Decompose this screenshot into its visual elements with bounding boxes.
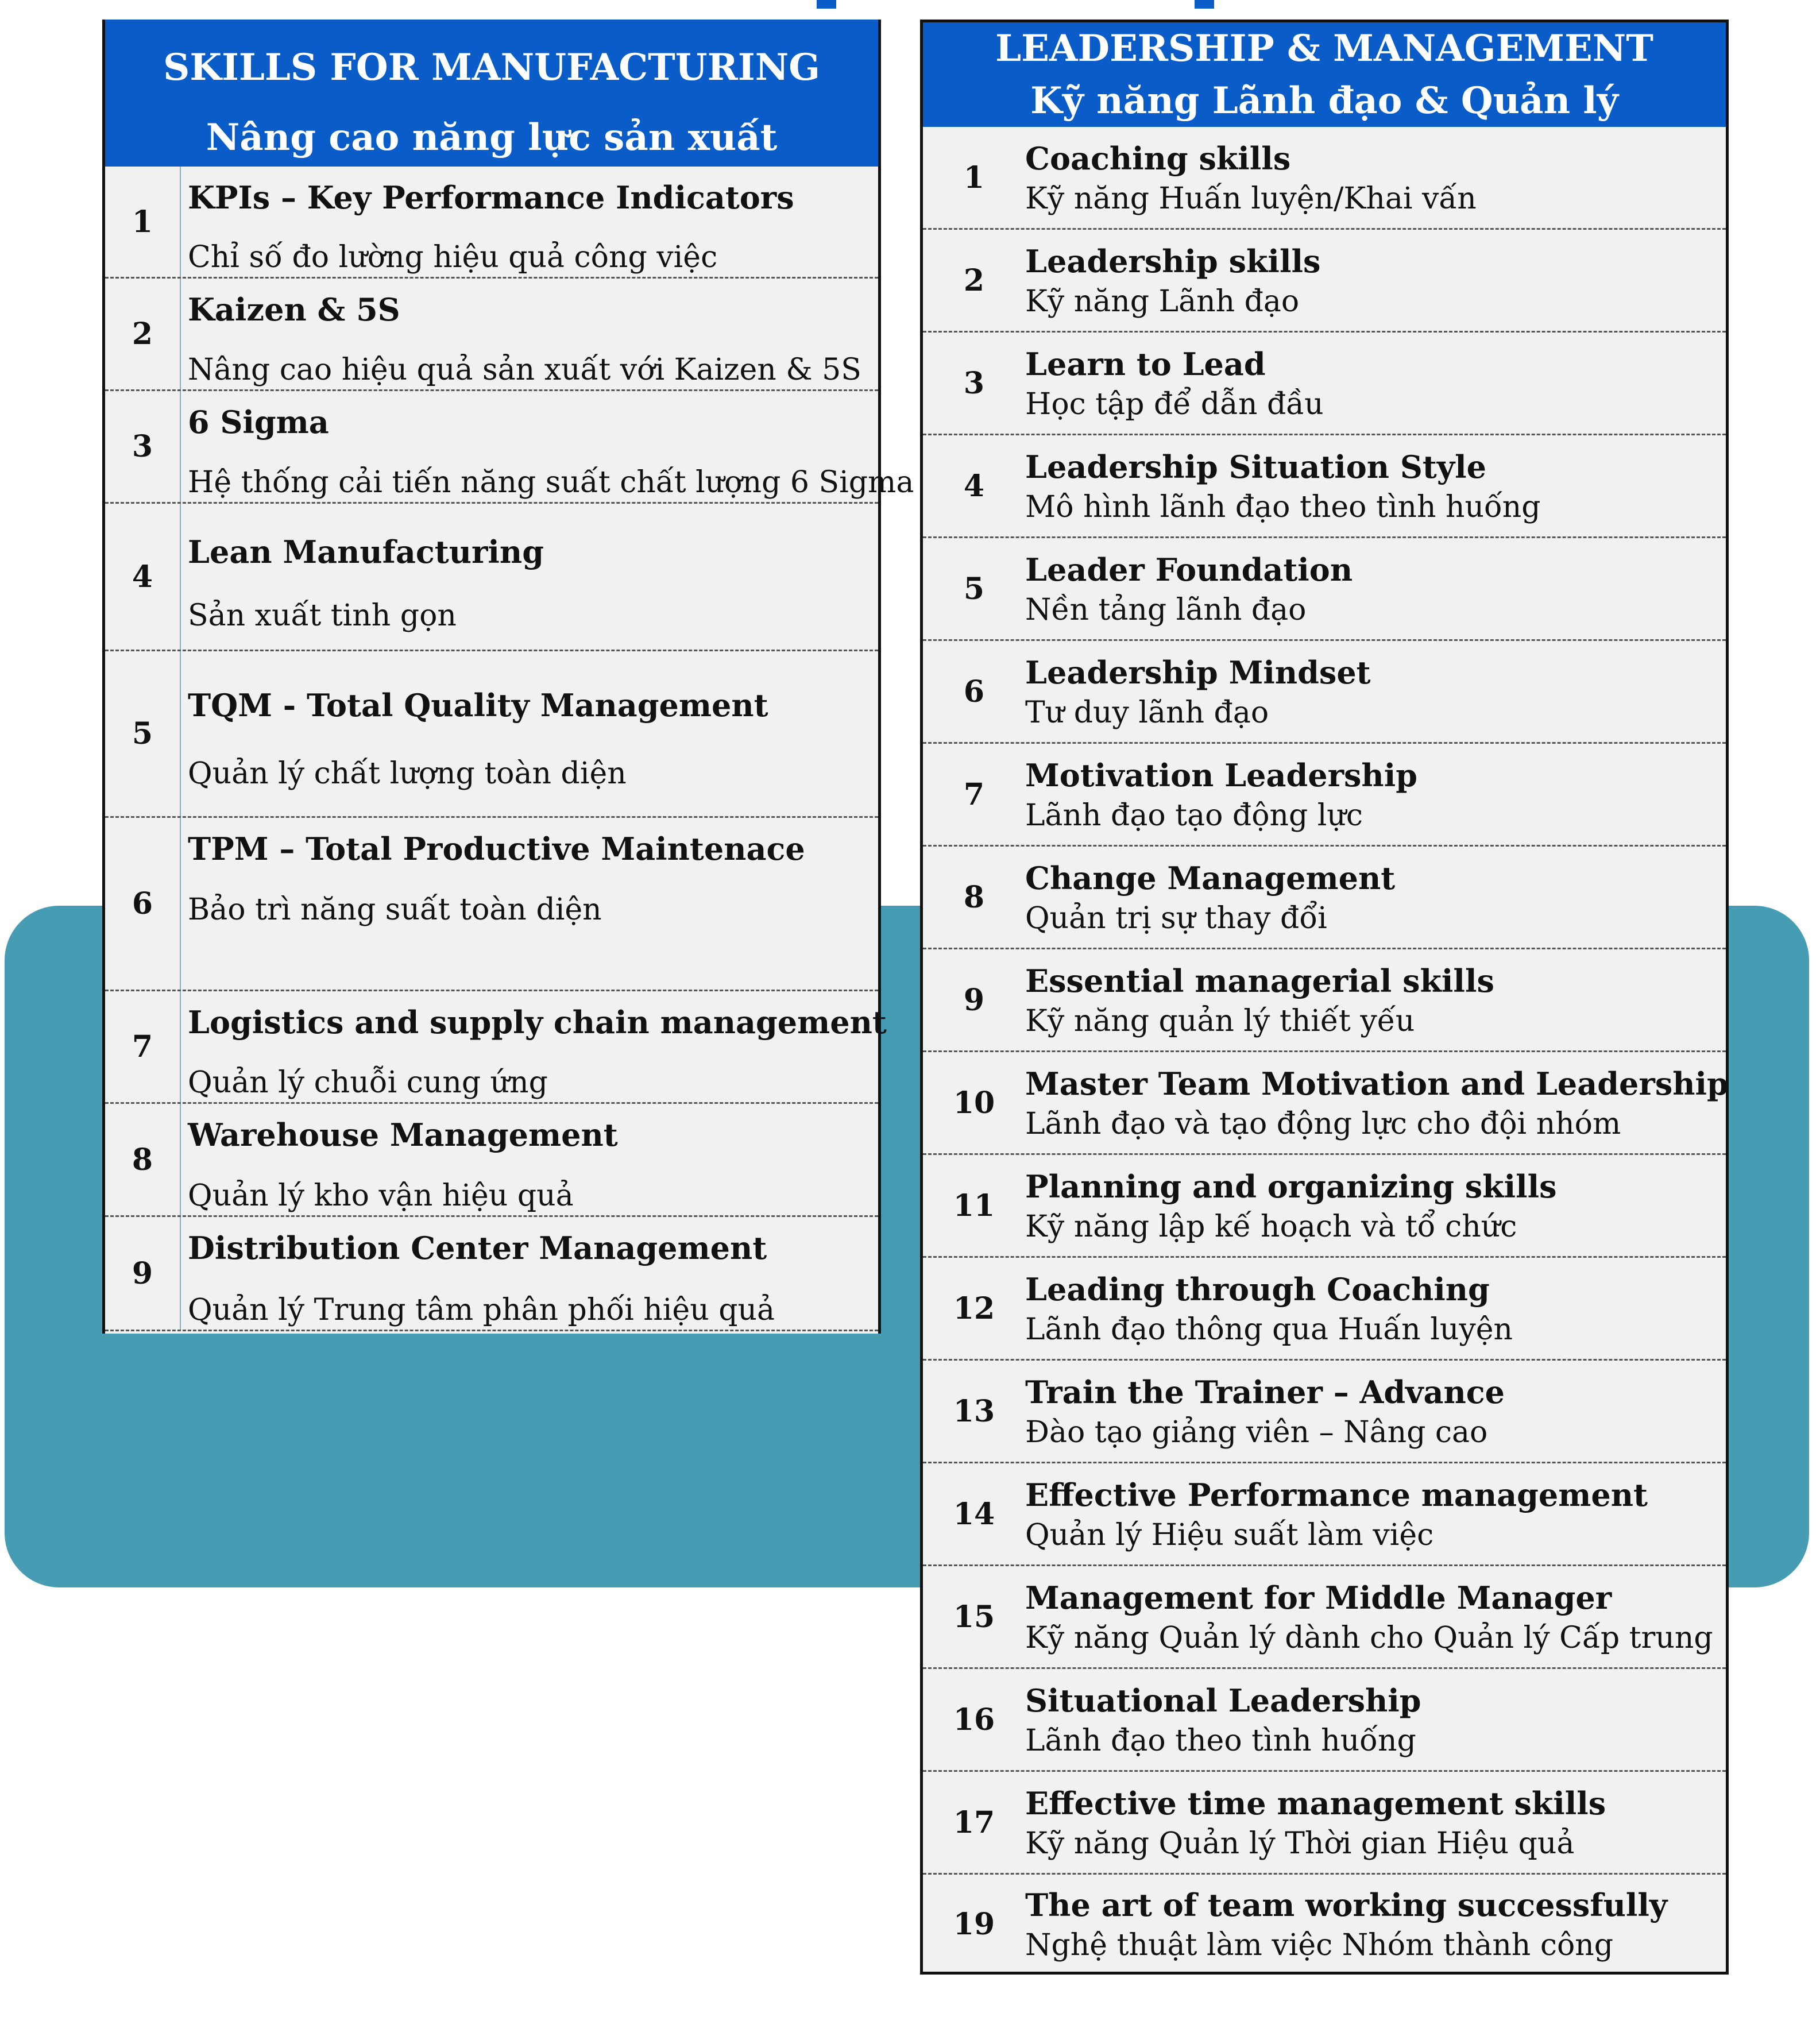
item-title-en: Leadership Situation Style (1025, 449, 1487, 485)
list-item (923, 1155, 1726, 1258)
item-number: 8 (963, 879, 985, 915)
item-number: 10 (953, 1085, 995, 1121)
leadership-header (923, 22, 1726, 127)
list-item (923, 435, 1726, 538)
item-title-vi: Nâng cao hiệu quả sản xuất với Kaizen & 5S (188, 353, 861, 387)
item-title-vi: Kỹ năng quản lý thiết yếu (1025, 1004, 1415, 1038)
item-number: 7 (963, 776, 985, 812)
item-title-vi: Quản lý chất lượng toàn diện (188, 756, 627, 791)
item-title-en: Learn to Lead (1025, 346, 1266, 383)
item-number: 17 (953, 1805, 995, 1840)
item-number: 8 (105, 1104, 181, 1215)
list-item (105, 818, 878, 991)
list-item (105, 279, 878, 391)
item-title-vi: Nền tảng lãnh đạo (1025, 593, 1307, 627)
item-title-vi: Đào tạo giảng viên – Nâng cao (1025, 1415, 1488, 1450)
item-title-en: Logistics and supply chain management (188, 1004, 887, 1041)
item-title-en: Planning and organizing skills (1025, 1168, 1557, 1205)
item-title-vi: Quản trị sự thay đổi (1025, 901, 1327, 936)
item-number: 19 (953, 1906, 995, 1942)
item-title-en: Motivation Leadership (1025, 757, 1417, 794)
item-number: 15 (953, 1599, 995, 1635)
item-title-en: 6 Sigma (188, 404, 329, 441)
item-title-vi: Kỹ năng Quản lý Thời gian Hiệu quả (1025, 1826, 1575, 1861)
list-item (105, 1217, 878, 1331)
item-title-en: Coaching skills (1025, 140, 1291, 177)
list-item (923, 230, 1726, 333)
item-title-vi: Kỹ năng Lãnh đạo (1025, 284, 1300, 319)
header-decoration (817, 0, 836, 9)
item-title-en: Train the Trainer – Advance (1025, 1374, 1505, 1411)
item-title-en: Leader Foundation (1025, 551, 1353, 588)
item-title-en: Warehouse Management (188, 1116, 618, 1153)
item-number: 1 (963, 160, 985, 195)
item-number: 9 (105, 1217, 181, 1330)
item-title-vi: Kỹ năng lập kế hoạch và tổ chức (1025, 1210, 1517, 1244)
list-item (923, 744, 1726, 847)
item-title-vi: Quản lý kho vận hiệu quả (188, 1179, 574, 1213)
item-title-en: Effective Performance management (1025, 1477, 1648, 1513)
item-title-vi: Quản lý chuỗi cung ứng (188, 1065, 548, 1100)
item-title-vi: Quản lý Trung tâm phân phối hiệu quả (188, 1293, 775, 1327)
item-number: 14 (953, 1496, 995, 1532)
item-number: 3 (963, 365, 985, 401)
item-title-vi: Kỹ năng Quản lý dành cho Quản lý Cấp trung (1025, 1621, 1713, 1655)
list-item (923, 1669, 1726, 1772)
list-item (923, 538, 1726, 641)
item-title-vi: Bảo trì năng suất toàn diện (188, 893, 602, 927)
item-title-en: Change Management (1025, 860, 1396, 897)
item-number: 5 (963, 571, 985, 606)
item-title-vi: Nghệ thuật làm việc Nhóm thành công (1025, 1928, 1614, 1962)
list-item (923, 1258, 1726, 1361)
item-title-vi: Lãnh đạo tạo động lực (1025, 798, 1363, 833)
list-item (923, 1772, 1726, 1875)
item-title-vi: Sản xuất tinh gọn (188, 598, 457, 633)
item-title-en: Leading through Coaching (1025, 1271, 1490, 1308)
item-number: 2 (963, 262, 985, 298)
list-item (105, 1104, 878, 1217)
item-number: 7 (105, 991, 181, 1102)
item-title-en: The art of team working successfully (1025, 1887, 1668, 1923)
item-title-vi: Tư duy lãnh đạo (1025, 696, 1269, 730)
list-item (105, 391, 914, 504)
item-title-vi: Lãnh đạo và tạo động lực cho đội nhóm (1025, 1107, 1621, 1141)
item-title-vi: Quản lý Hiệu suất làm việc (1025, 1518, 1434, 1552)
item-title-en: Effective time management skills (1025, 1785, 1606, 1822)
list-item (923, 1875, 1726, 1973)
item-title-en: Leadership Mindset (1025, 654, 1371, 691)
manufacturing-title-vi: Nâng cao năng lực sản xuất (206, 116, 778, 159)
item-title-vi: Học tập để dẫn đầu (1025, 387, 1324, 422)
leadership-panel (920, 20, 1729, 1975)
list-item (923, 333, 1726, 435)
item-number: 3 (105, 391, 181, 502)
manufacturing-panel (102, 20, 914, 1334)
list-item (105, 167, 878, 279)
item-number: 16 (953, 1702, 995, 1737)
list-item (923, 641, 1726, 744)
item-title-en: Situational Leadership (1025, 1682, 1421, 1719)
header-decoration (1195, 0, 1214, 9)
manufacturing-header (105, 20, 878, 167)
list-item (105, 504, 878, 651)
item-title-vi: Mô hình lãnh đạo theo tình huống (1025, 490, 1541, 524)
item-number: 9 (963, 982, 985, 1018)
list-item (105, 651, 878, 818)
item-number: 5 (105, 651, 181, 816)
list-item (923, 127, 1726, 230)
item-number: 2 (105, 279, 181, 389)
item-number: 6 (105, 818, 181, 990)
item-title-en: Kaizen & 5S (188, 291, 400, 328)
item-number: 12 (953, 1291, 995, 1326)
item-number: 4 (963, 468, 985, 504)
item-number: 1 (105, 167, 181, 277)
item-title-en: Management for Middle Manager (1025, 1579, 1612, 1616)
item-title-vi: Chỉ số đo lường hiệu quả công việc (188, 240, 718, 275)
list-item (923, 1052, 1729, 1155)
manufacturing-list (105, 167, 914, 1331)
list-item (923, 847, 1726, 949)
item-title-en: TPM – Total Productive Maintenace (188, 830, 805, 867)
item-number: 6 (963, 674, 985, 709)
item-title-en: Distribution Center Management (188, 1230, 767, 1266)
item-title-en: Essential managerial skills (1025, 963, 1494, 999)
list-item (923, 1566, 1726, 1669)
item-title-en: Master Team Motivation and Leadership (1025, 1065, 1729, 1102)
list-item (923, 1361, 1726, 1463)
leadership-list (923, 127, 1729, 1973)
list-item (923, 1463, 1726, 1566)
list-item (923, 949, 1726, 1052)
leadership-title-en: LEADERSHIP & MANAGEMENT (995, 27, 1653, 70)
leadership-title-vi: Kỹ năng Lãnh đạo & Quản lý (1030, 79, 1618, 122)
item-title-vi: Hệ thống cải tiến năng suất chất lượng 6 Sigma (188, 465, 914, 500)
item-title-en: Leadership skills (1025, 243, 1321, 280)
item-number: 11 (953, 1188, 995, 1223)
item-title-en: Lean Manufacturing (188, 534, 544, 570)
item-title-vi: Lãnh đạo thông qua Huấn luyện (1025, 1312, 1513, 1347)
item-title-vi: Lãnh đạo theo tình huống (1025, 1724, 1416, 1758)
list-item (105, 991, 887, 1104)
item-title-en: KPIs – Key Performance Indicators (188, 179, 794, 216)
item-title-en: TQM - Total Quality Management (188, 687, 768, 724)
item-number: 4 (105, 504, 181, 650)
item-title-vi: Kỹ năng Huấn luyện/Khai vấn (1025, 181, 1477, 216)
manufacturing-title-en: SKILLS FOR MANUFACTURING (163, 46, 820, 89)
item-number: 13 (953, 1393, 995, 1429)
